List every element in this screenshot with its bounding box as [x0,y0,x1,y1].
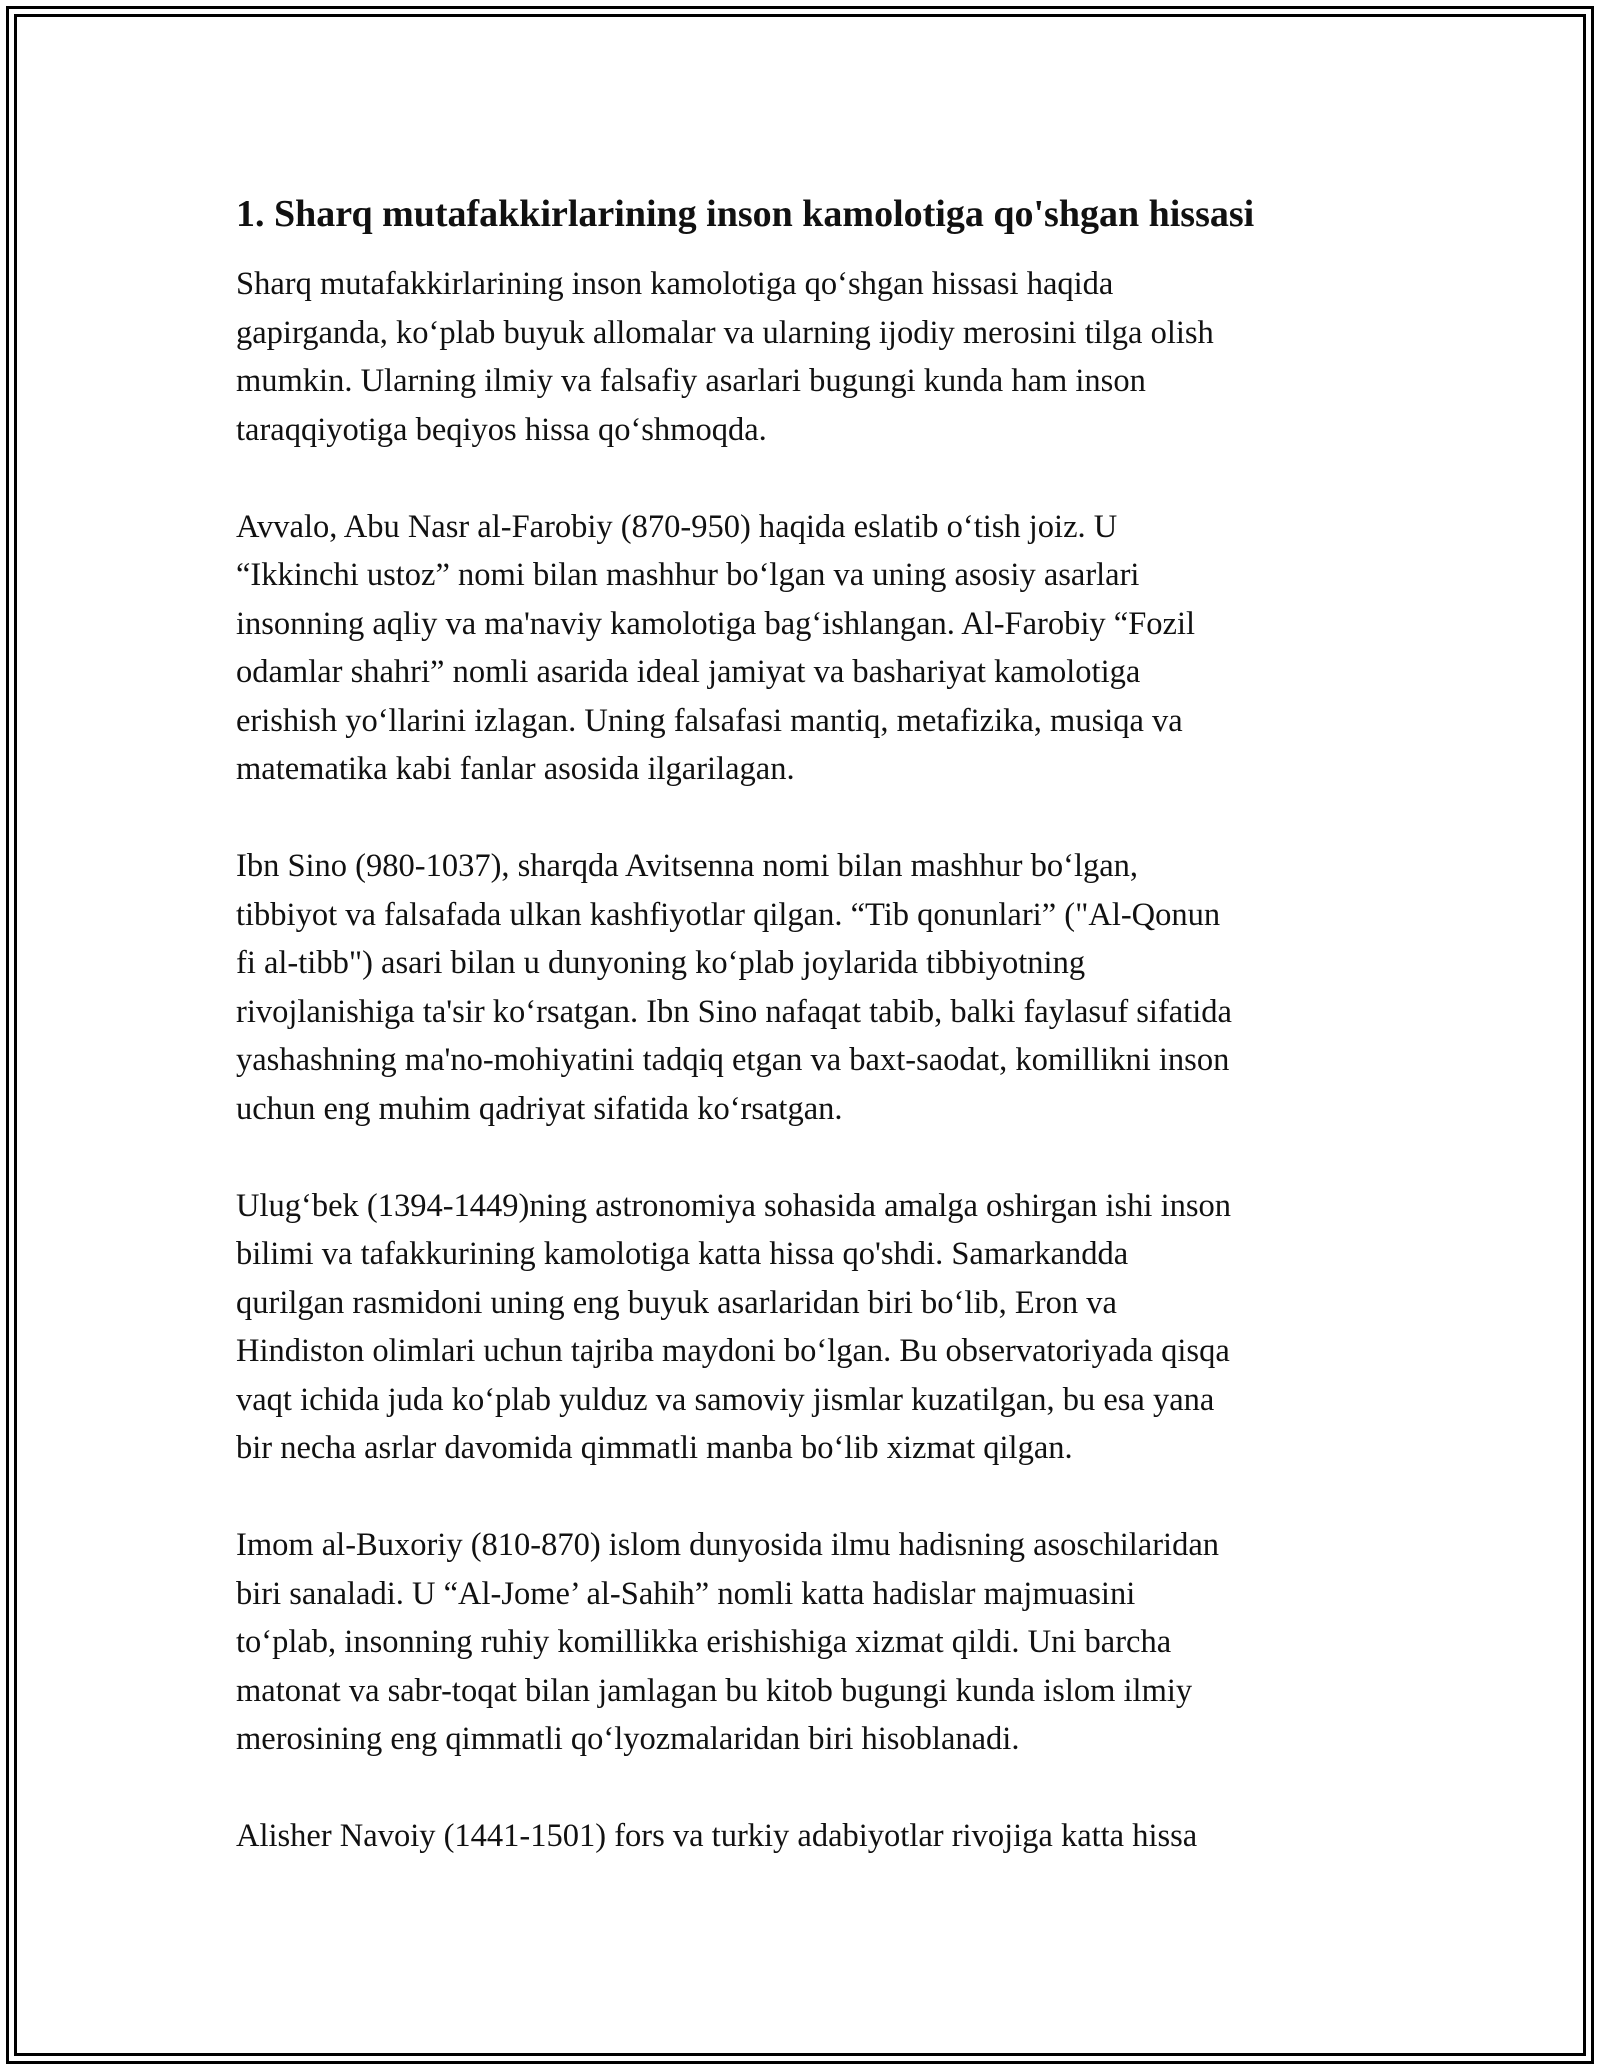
text-line: matonat va sabr-toqat bilan jamlagan bu kitob bugungi kunda islom ilmiy [236,1672,1193,1709]
text-line: qurilgan rasmidoni uning eng buyuk asarlaridan biri bo‘lib, Eron va [236,1284,1117,1321]
text-line: mumkin. Ularning ilmiy va falsafiy asarlari bugungi kunda ham inson [236,363,1146,399]
text-line: vaqt ichida juda ko‘plab yulduz va samoviy jismlar kuzatilgan, bu esa yana [236,1381,1215,1418]
text-line: Sharq mutafakkirlarining inson kamolotiga qo‘shgan hissasi haqida [236,266,1114,302]
text-line: Hindiston olimlari uchun tajriba maydoni bo‘lgan. Bu observatoriyada qisqa [236,1333,1230,1369]
text-line: Alisher Navoiy (1441-1501) fors va turkiy adabiyotlar rivojiga katta hissa [236,1818,1198,1854]
text-line: merosining eng qimmatli qo‘lyozmalaridan biri hisoblanadi. [236,1721,1020,1757]
page-title: 1. Sharq mutafakkirlarining inson kamolotiga qo'shgan hissasi [236,193,1255,235]
text-line: Ibn Sino (980-1037), sharqda Avitsenna nomi bilan mashhur bo‘lgan, [236,848,1139,884]
document-body [236,186,1376,1909]
text-line: uchun eng muhim qadriyat sifatida ko‘rsatgan. [236,1090,843,1127]
text-line: taraqqiyotiga beqiyos hissa qo‘shmoqda. [236,411,767,448]
text-line: biri sanaladi. U “Al-Jome’ al-Sahih” nomli katta hadislar majmuasini [236,1575,1136,1612]
text-line: to‘plab, insonning ruhiy komillikka erishishiga xizmat qildi. Uni barcha [236,1624,1172,1660]
paragraph-ulugbek [236,1182,1376,1473]
text-line: Imom al-Buxoriy (810-870) islom dunyosida ilmu hadisning asoschilaridan [236,1527,1219,1563]
text-line: bilimi va tafakkurining kamolotiga katta hissa qo'shdi. Samarkandda [236,1236,1129,1272]
text-line: yashashning ma'no-mohiyatini tadqiq etgan va baxt-saodat, komillikni inson [236,1042,1230,1078]
text-line: tibbiyot va falsafada ulkan kashfiyotlar qilgan. “Tib qonunlari” ("Al-Qonun [236,896,1221,933]
paragraph-intro [236,260,1376,454]
paragraph-buxoriy [236,1521,1376,1764]
text-line: bir necha asrlar davomida qimmatli manba bo‘lib xizmat qilgan. [236,1430,1073,1466]
text-line: Avvalo, Abu Nasr al-Farobiy (870-950) haqida eslatib o‘tish joiz. U [236,508,1118,545]
paragraph-farobiy [236,503,1376,794]
text-line: “Ikkinchi ustoz” nomi bilan mashhur bo‘lgan va uning asosiy asarlari [236,557,1140,593]
paragraph-navoiy [236,1812,1376,1861]
paragraph-ibn-sino [236,842,1376,1133]
text-line: insonning aqliy va ma'naviy kamolotiga bag‘ishlangan. Al-Farobiy “Fozil [236,605,1196,642]
text-line: fi al-tibb") asari bilan u dunyoning ko‘plab joylarida tibbiyotning [236,945,1086,981]
text-line: erishish yo‘llarini izlagan. Uning falsafasi mantiq, metafizika, musiqa va [236,702,1183,739]
text-line: matematika kabi fanlar asosida ilgarilagan. [236,751,795,787]
text-line: gapirganda, ko‘plab buyuk allomalar va ularning ijodiy merosini tilga olish [236,314,1214,351]
text-line: rivojlanishiga ta'sir ko‘rsatgan. Ibn Sino nafaqat tabib, balki faylasuf sifatida [236,993,1232,1030]
text-line: odamlar shahri” nomli asarida ideal jamiyat va bashariyat kamolotiga [236,654,1141,690]
text-line: Ulug‘bek (1394-1449)ning astronomiya sohasida amalga oshirgan ishi inson [236,1187,1232,1224]
